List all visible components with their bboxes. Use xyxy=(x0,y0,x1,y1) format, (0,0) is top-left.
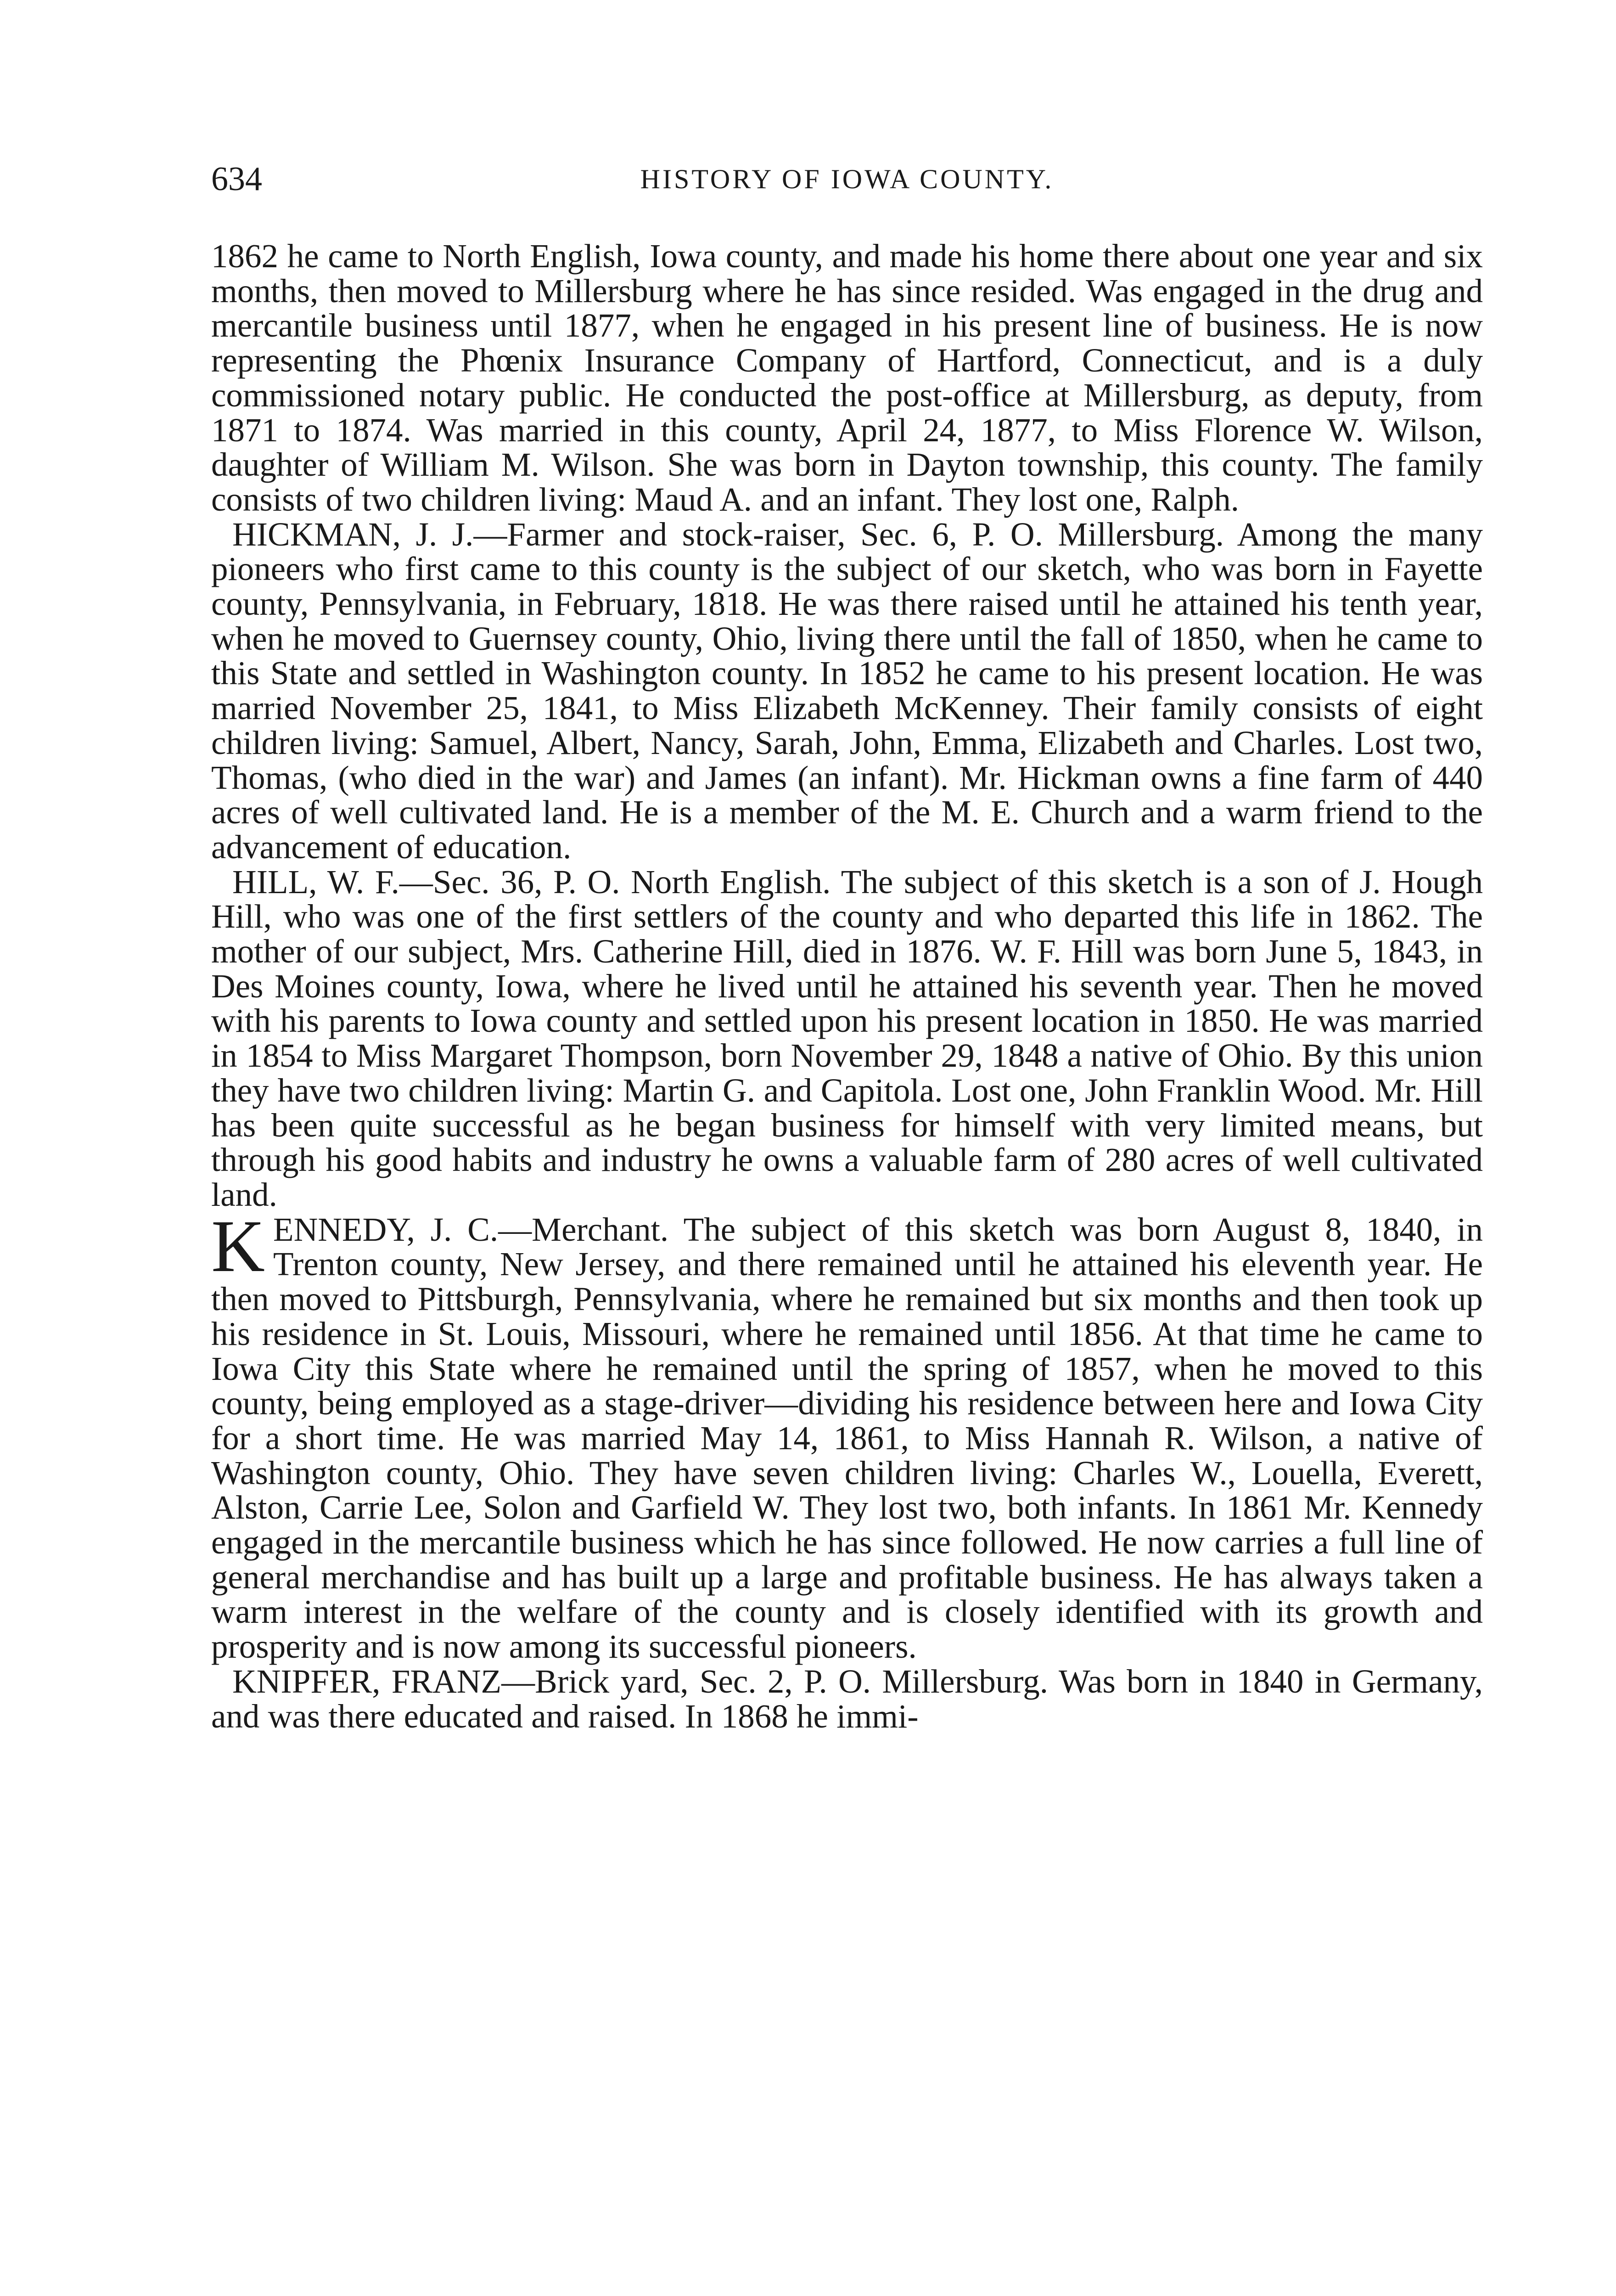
text-column xyxy=(211,239,1483,1733)
page-header xyxy=(211,158,1483,200)
entry-text: —Farmer and stock-raiser, Sec. 6, P. O. Millersburg. Among the many pioneers who first came to this county is the subject of our sketch, who was born in Fayette county, Pennsylvania, in February, 1818. He was there raised until he attained his tenth year, when he moved to Guernsey county, Ohio, living there until the fall of 1850, when he came to this State and settled in Washington county. In 1852 he came to his present location. He was married November 25, 1841, to Miss Elizabeth McKenney. Their family consists of eight children living: Samuel, Albert, Nancy, Sarah, John, Emma, Elizabeth and Charles. Lost two, Thomas, (who died in the war) and James (an infant). Mr. Hickman owns a fine farm of 440 acres of well cultivated land. He is a member of the M. E. Church and a warm friend to the advancement of education. xyxy=(211,515,1483,866)
entry-knipfer xyxy=(211,1664,1483,1733)
running-title: HISTORY OF IOWA COUNTY. xyxy=(640,164,1054,194)
page-number: 634 xyxy=(211,160,262,198)
entry-name: HILL, W. F. xyxy=(232,863,399,900)
entry-text: —Merchant. The subject of this sketch was born August 8, 1840, in Trenton county, New Jersey, and there remained until he attained his eleventh year. He then moved to Pittsburgh, Pennsylvania, where he remained but six months and then took up his residence in St. Louis, Missouri, where he remained until 1856. At that time he came to Iowa City this State where he remained until the spring of 1857, when he moved to this county, being employed as a stage-driver—dividing his residence between here and Iowa City for a short time. He was married May 14, 1861, to Miss Hannah R. Wilson, a native of Washington county, Ohio. They have seven children living: Charles W., Louella, Everett, Alston, Carrie Lee, Solon and Garfield W. They lost two, both infants. In 1861 Mr. Kennedy engaged in the mercantile business which he has since followed. He now carries a full line of general merchandise and has built up a large and profitable business. He has always taken a warm interest in the welfare of the county and is closely identified with its growth and prosperity and is now among its successful pioneers. xyxy=(211,1210,1483,1666)
entry-kennedy xyxy=(211,1205,1483,1666)
entry-text: —Sec. 36, P. O. North English. The subject of this sketch is a son of J. Hough Hill, who was one of the first settlers of the county and who departed this life in 1862. The mother of our subject, Mrs. Catherine Hill, died in 1876. W. F. Hill was born June 5, 1843, in Des Moines county, Iowa, where he lived until he attained his seventh year. Then he moved with his parents to Iowa county and settled upon his present location in 1850. He was married in 1854 to Miss Margaret Thompson, born November 29, 1848 a native of Ohio. By this union they have two children living: Martin G. and Capitola. Lost one, John Franklin Wood. Mr. Hill has been quite successful as he began business for himself with very limited means, but through his good habits and industry he owns a valuable farm of 280 acres of well cultivated land. xyxy=(211,863,1483,1213)
continuation-paragraph: 1862 he came to North English, Iowa county, and made his home there about one year and six months, then moved to Millersburg where he has since resided. Was engaged in the drug and mercantile business until 1877, when he engaged in his present line of business. He is now representing the Phœnix Insurance Company of Hartford, Connecticut, and is a duly commissioned notary public. He conducted the post-office at Millersburg, as deputy, from 1871 to 1874. Was married in this county, April 24, 1877, to Miss Florence W. Wilson, daughter of William M. Wilson. She was born in Dayton township, this county. The family consists of two children living: Maud A. and an infant. They lost one, Ralph. xyxy=(211,237,1483,518)
entry-name: KNIPFER, FRANZ xyxy=(232,1662,502,1700)
entry-hickman xyxy=(211,517,1483,865)
entry-name: ENNEDY, J. C. xyxy=(273,1210,499,1248)
entry-text: —Brick yard, Sec. 2, P. O. Millersburg. Was born in 1840 in Germany, and was there educated and raised. In 1868 he immi- xyxy=(211,1662,1483,1735)
drop-cap-initial: K xyxy=(211,1205,265,1288)
entry-name: HICKMAN, J. J. xyxy=(232,515,474,553)
entry-hill xyxy=(211,865,1483,1212)
